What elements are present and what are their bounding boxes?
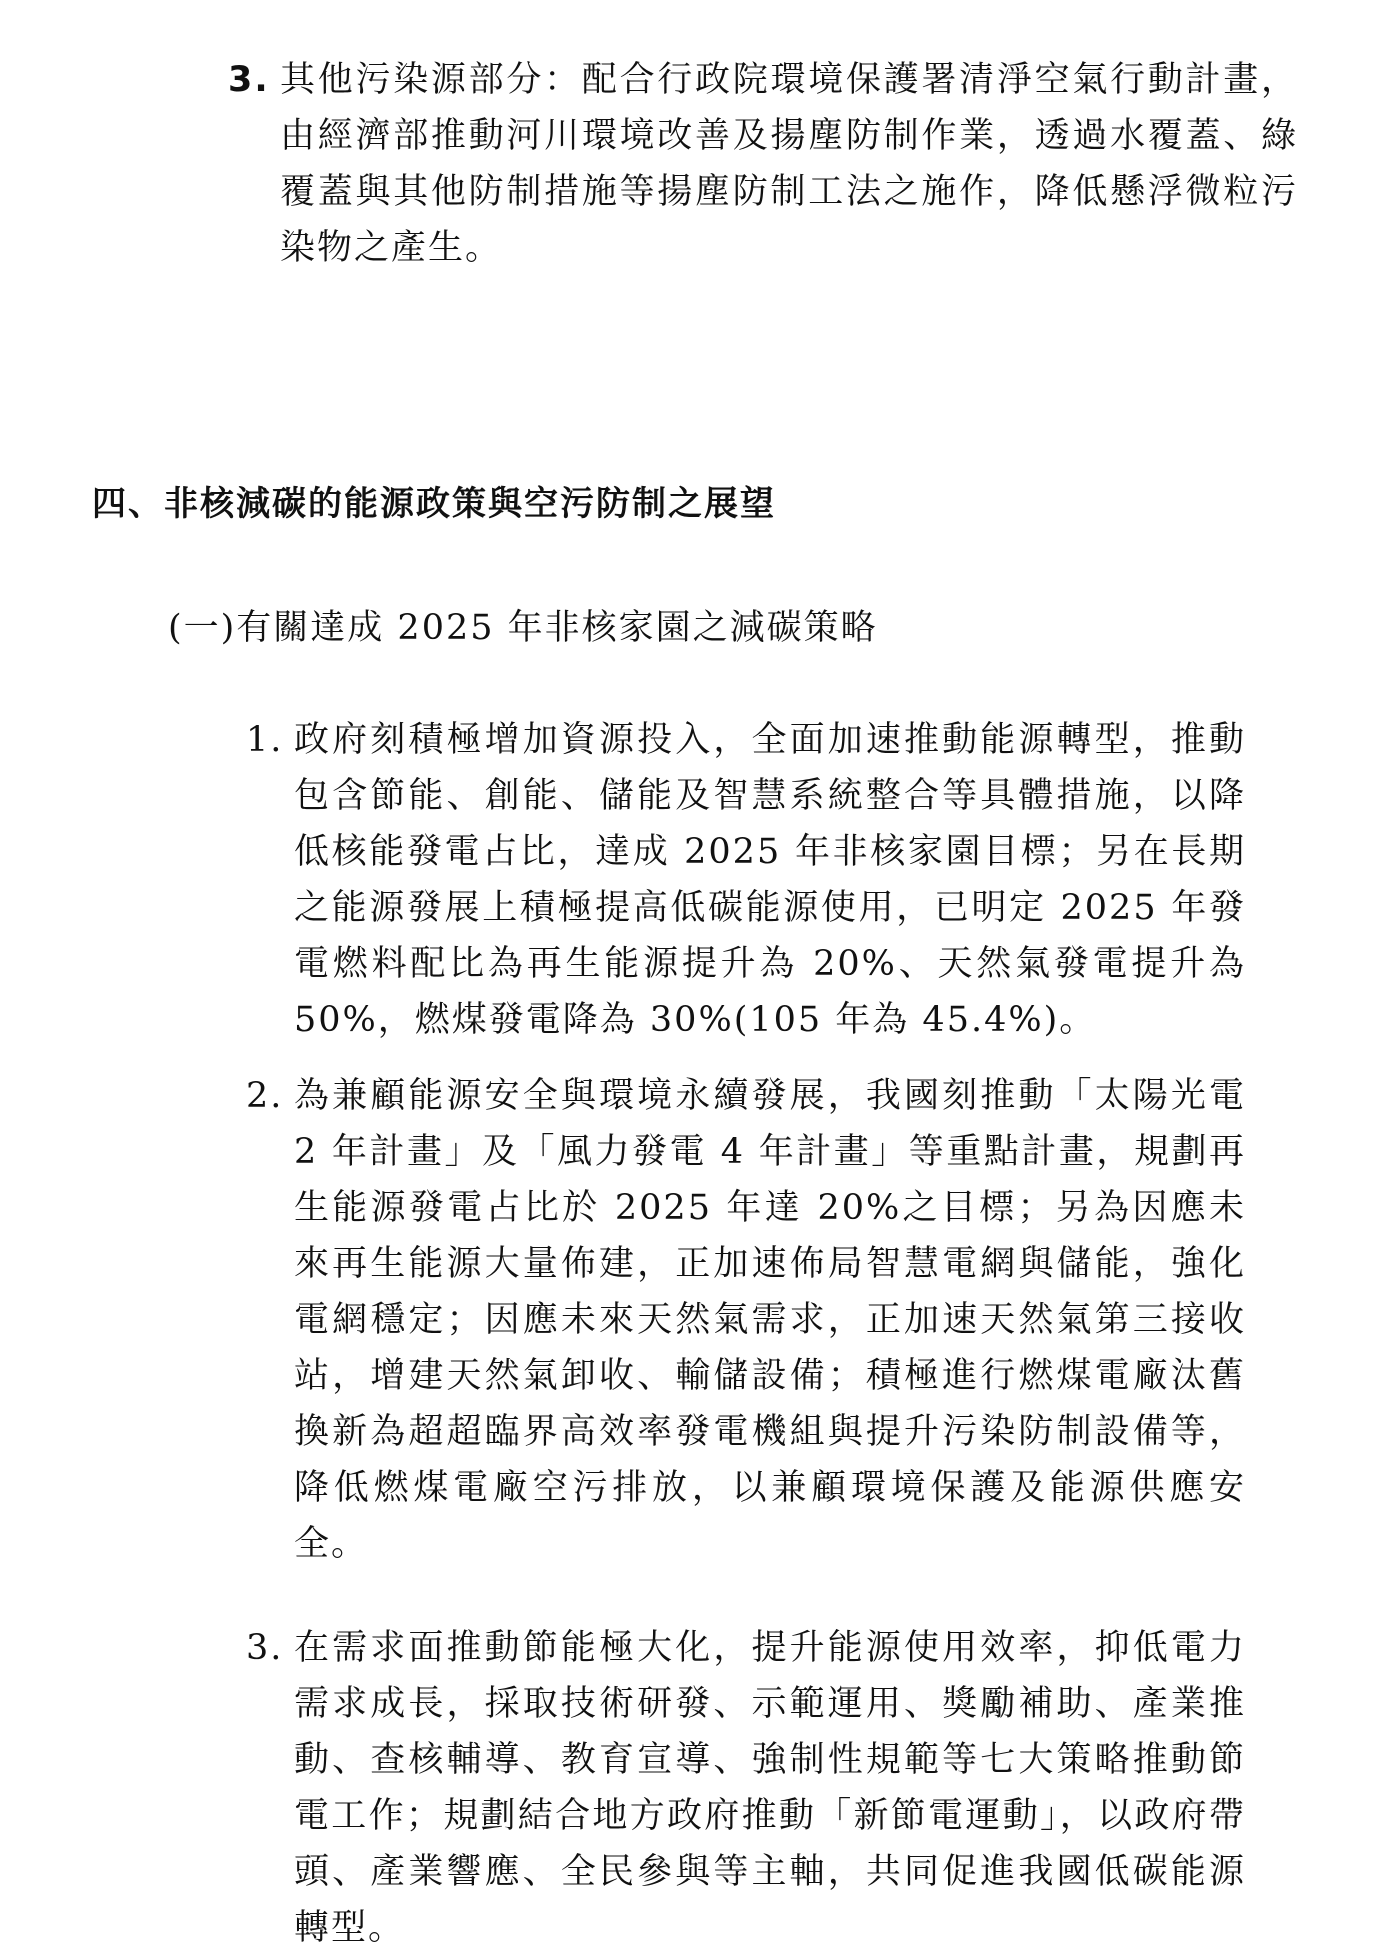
- list-item-number: 2.: [246, 1076, 284, 1116]
- list-item: [246, 1068, 1246, 1572]
- list-item-number: 1.: [246, 720, 284, 760]
- list-item-text: 其他污染源部分：配合行政院環境保護署清淨空氣行動計畫，由經濟部推動河川環境改善及揚塵防制作業，透過水覆蓋、綠覆蓋與其他防制措施等揚塵防制工法之施作，降低懸浮微粒污染物之產生。: [280, 60, 1298, 268]
- section-heading: 四、非核減碳的能源政策與空污防制之展望: [92, 484, 776, 524]
- subsection-heading: (一)有關達成 2025 年非核家園之減碳策略: [168, 608, 878, 648]
- list-item-text: 政府刻積極增加資源投入，全面加速推動能源轉型，推動包含節能、創能、儲能及智慧系統整合等具體措施，以降低核能發電占比，達成 2025 年非核家園目標；另在長期之能源發展上積極提高低碳能源使用，已明定 2025 年發電燃料配比為再生能源提升為 20%、天然氣發電提升為 50%，燃煤發電降為 30%(105 年為 45.4%)。: [294, 720, 1246, 1040]
- list-item-text: 在需求面推動節能極大化，提升能源使用效率，抑低電力需求成長，採取技術研發、示範運用、獎勵補助、產業推動、查核輔導、教育宣導、強制性規範等七大策略推動節電工作；規劃結合地方政府推動「新節電運動」，以政府帶頭、產業響應、全民參與等主軸，共同促進我國低碳能源轉型。: [294, 1628, 1246, 1948]
- list-item-number: 3.: [228, 60, 270, 100]
- list-item-number: 3.: [246, 1628, 284, 1668]
- list-item: [246, 712, 1246, 1048]
- top-list-item: [228, 52, 1298, 276]
- list-item-text: 為兼顧能源安全與環境永續發展，我國刻推動「太陽光電 2 年計畫」及「風力發電 4 年計畫」等重點計畫，規劃再生能源發電占比於 2025 年達 20%之目標；另為因應未來再生能源大量佈建，正加速佈局智慧電網與儲能，強化電網穩定；因應未來天然氣需求，正加速天然氣第三接收站，增建天然氣卸收、輸儲設備；積極進行燃煤電廠汰舊換新為超超臨界高效率發電機組與提升污染防制設備等，降低燃煤電廠空污排放，以兼顧環境保護及能源供應安全。: [294, 1076, 1246, 1564]
- list-item: [246, 1620, 1246, 1956]
